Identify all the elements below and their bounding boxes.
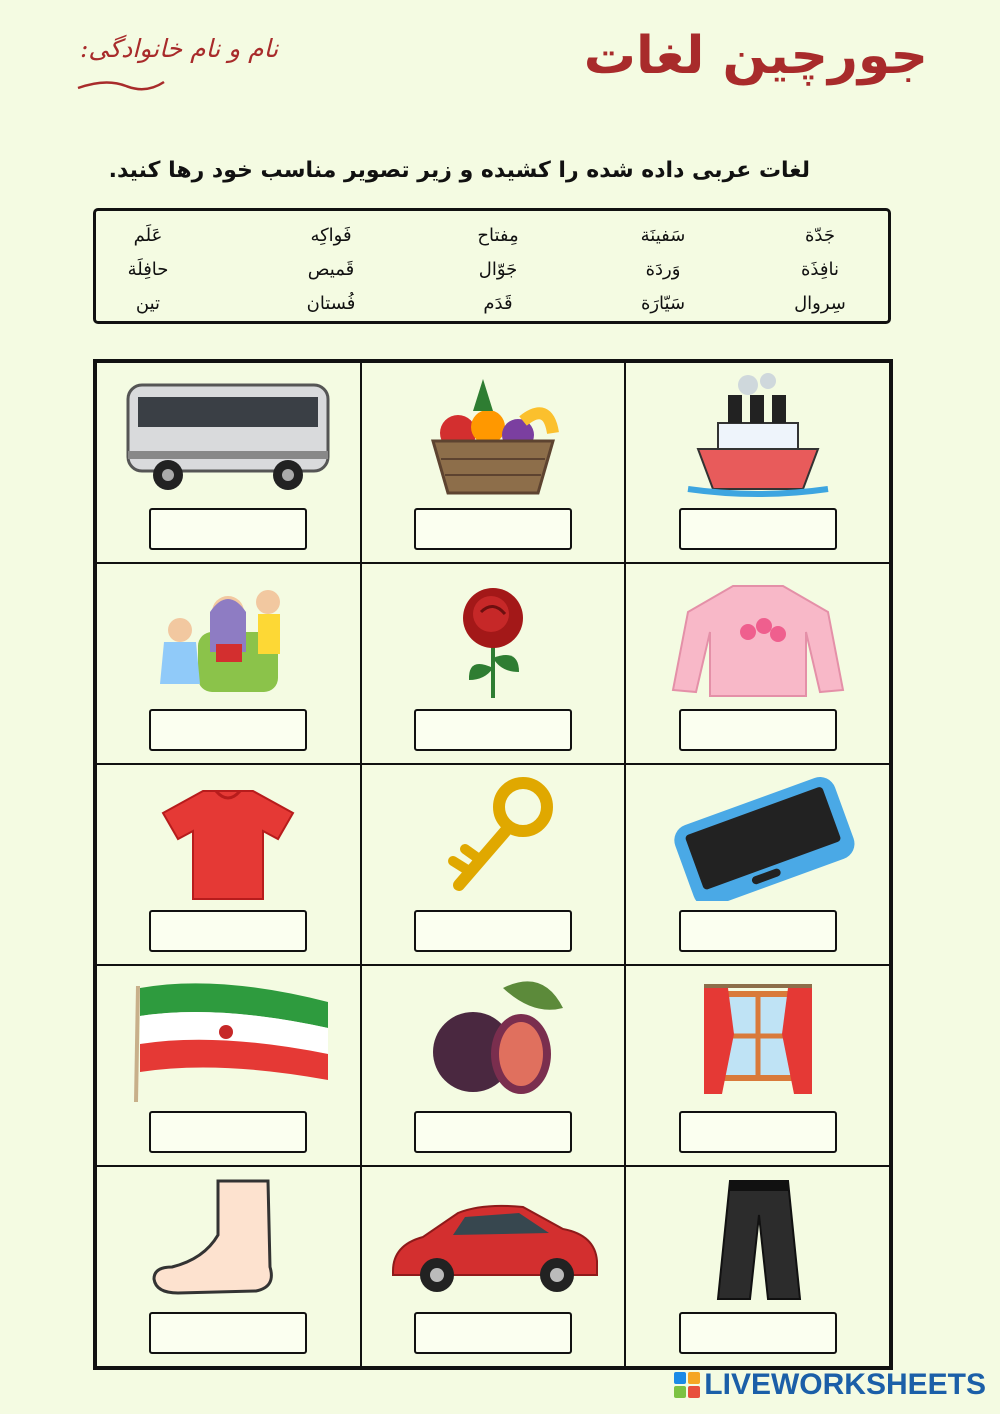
answer-drop-box[interactable] [414,1111,572,1153]
bus-picture [108,371,348,499]
draggable-word[interactable]: جَوّال [478,259,518,280]
brand-name: LIVEWORKSHEETS [704,1368,986,1401]
black-trousers-picture [638,1175,878,1303]
picture-cell [361,362,626,563]
answer-drop-box[interactable] [414,508,572,550]
liveworksheets-badge-icon [674,1372,700,1398]
draggable-word[interactable]: سَفينَة [640,225,686,246]
word-bank-column [755,219,885,321]
word-bank-column [598,219,728,321]
picture-cell [96,1166,361,1367]
pink-sweater-picture [638,572,878,700]
answer-drop-box[interactable] [679,1312,837,1354]
iran-flag-picture [108,974,348,1102]
word-bank-column [433,219,563,321]
answer-drop-box[interactable] [679,910,837,952]
instructions-text: لغات عربی داده شده را کشیده و زیر تصویر مناسب خود رها کنید. [108,158,810,183]
answer-drop-box[interactable] [149,508,307,550]
draggable-word[interactable]: سَيّارَة [640,293,686,314]
answer-drop-box[interactable] [149,709,307,751]
picture-cell [96,362,361,563]
draggable-word[interactable]: وَردَة [645,259,681,280]
liveworksheets-logo [674,1368,986,1402]
picture-cell [625,563,890,764]
name-underline-decoration [76,74,166,96]
draggable-word[interactable]: فُستان [306,293,356,314]
fig-picture [373,974,613,1102]
picture-cell [625,362,890,563]
answer-drop-box[interactable] [149,910,307,952]
picture-cell [361,1166,626,1367]
draggable-word[interactable]: قَميص [307,259,355,280]
draggable-word[interactable]: حافِلَة [127,259,169,280]
draggable-word[interactable]: قَدَم [483,293,513,314]
word-bank-column [266,219,396,321]
name-field-label: نام و نام خانوادگی: [80,34,279,63]
picture-cell [625,764,890,965]
picture-cell [96,965,361,1166]
picture-cell [361,563,626,764]
answer-drop-box[interactable] [414,709,572,751]
picture-grid [93,359,893,1370]
answer-drop-box[interactable] [679,1111,837,1153]
picture-cell [625,1166,890,1367]
draggable-word[interactable]: جَدّة [804,225,835,246]
window-picture [638,974,878,1102]
ship-picture [638,371,878,499]
word-bank [93,208,891,324]
page-title: جورچین لغات [583,26,928,86]
draggable-word[interactable]: تين [135,293,161,314]
answer-drop-box[interactable] [414,1312,572,1354]
answer-drop-box[interactable] [149,1111,307,1153]
answer-drop-box[interactable] [414,910,572,952]
word-bank-column [83,219,213,321]
red-car-picture [373,1175,613,1303]
answer-drop-box[interactable] [149,1312,307,1354]
draggable-word[interactable]: مِفتاح [477,225,519,246]
rose-picture [373,572,613,700]
key-picture [373,773,613,901]
answer-drop-box[interactable] [679,508,837,550]
picture-cell [625,965,890,1166]
fruit-basket-picture [373,371,613,499]
draggable-word[interactable]: عَلَم [133,225,163,246]
picture-cell [361,764,626,965]
foot-picture [108,1175,348,1303]
picture-cell [96,563,361,764]
family-picture [108,572,348,700]
red-tshirt-picture [108,773,348,901]
draggable-word[interactable]: سِروال [794,293,846,314]
mobile-phone-picture [638,773,878,901]
answer-drop-box[interactable] [679,709,837,751]
picture-cell [96,764,361,965]
draggable-word[interactable]: نافِذَة [801,259,839,280]
picture-cell [361,965,626,1166]
draggable-word[interactable]: فَواكِه [310,225,352,246]
